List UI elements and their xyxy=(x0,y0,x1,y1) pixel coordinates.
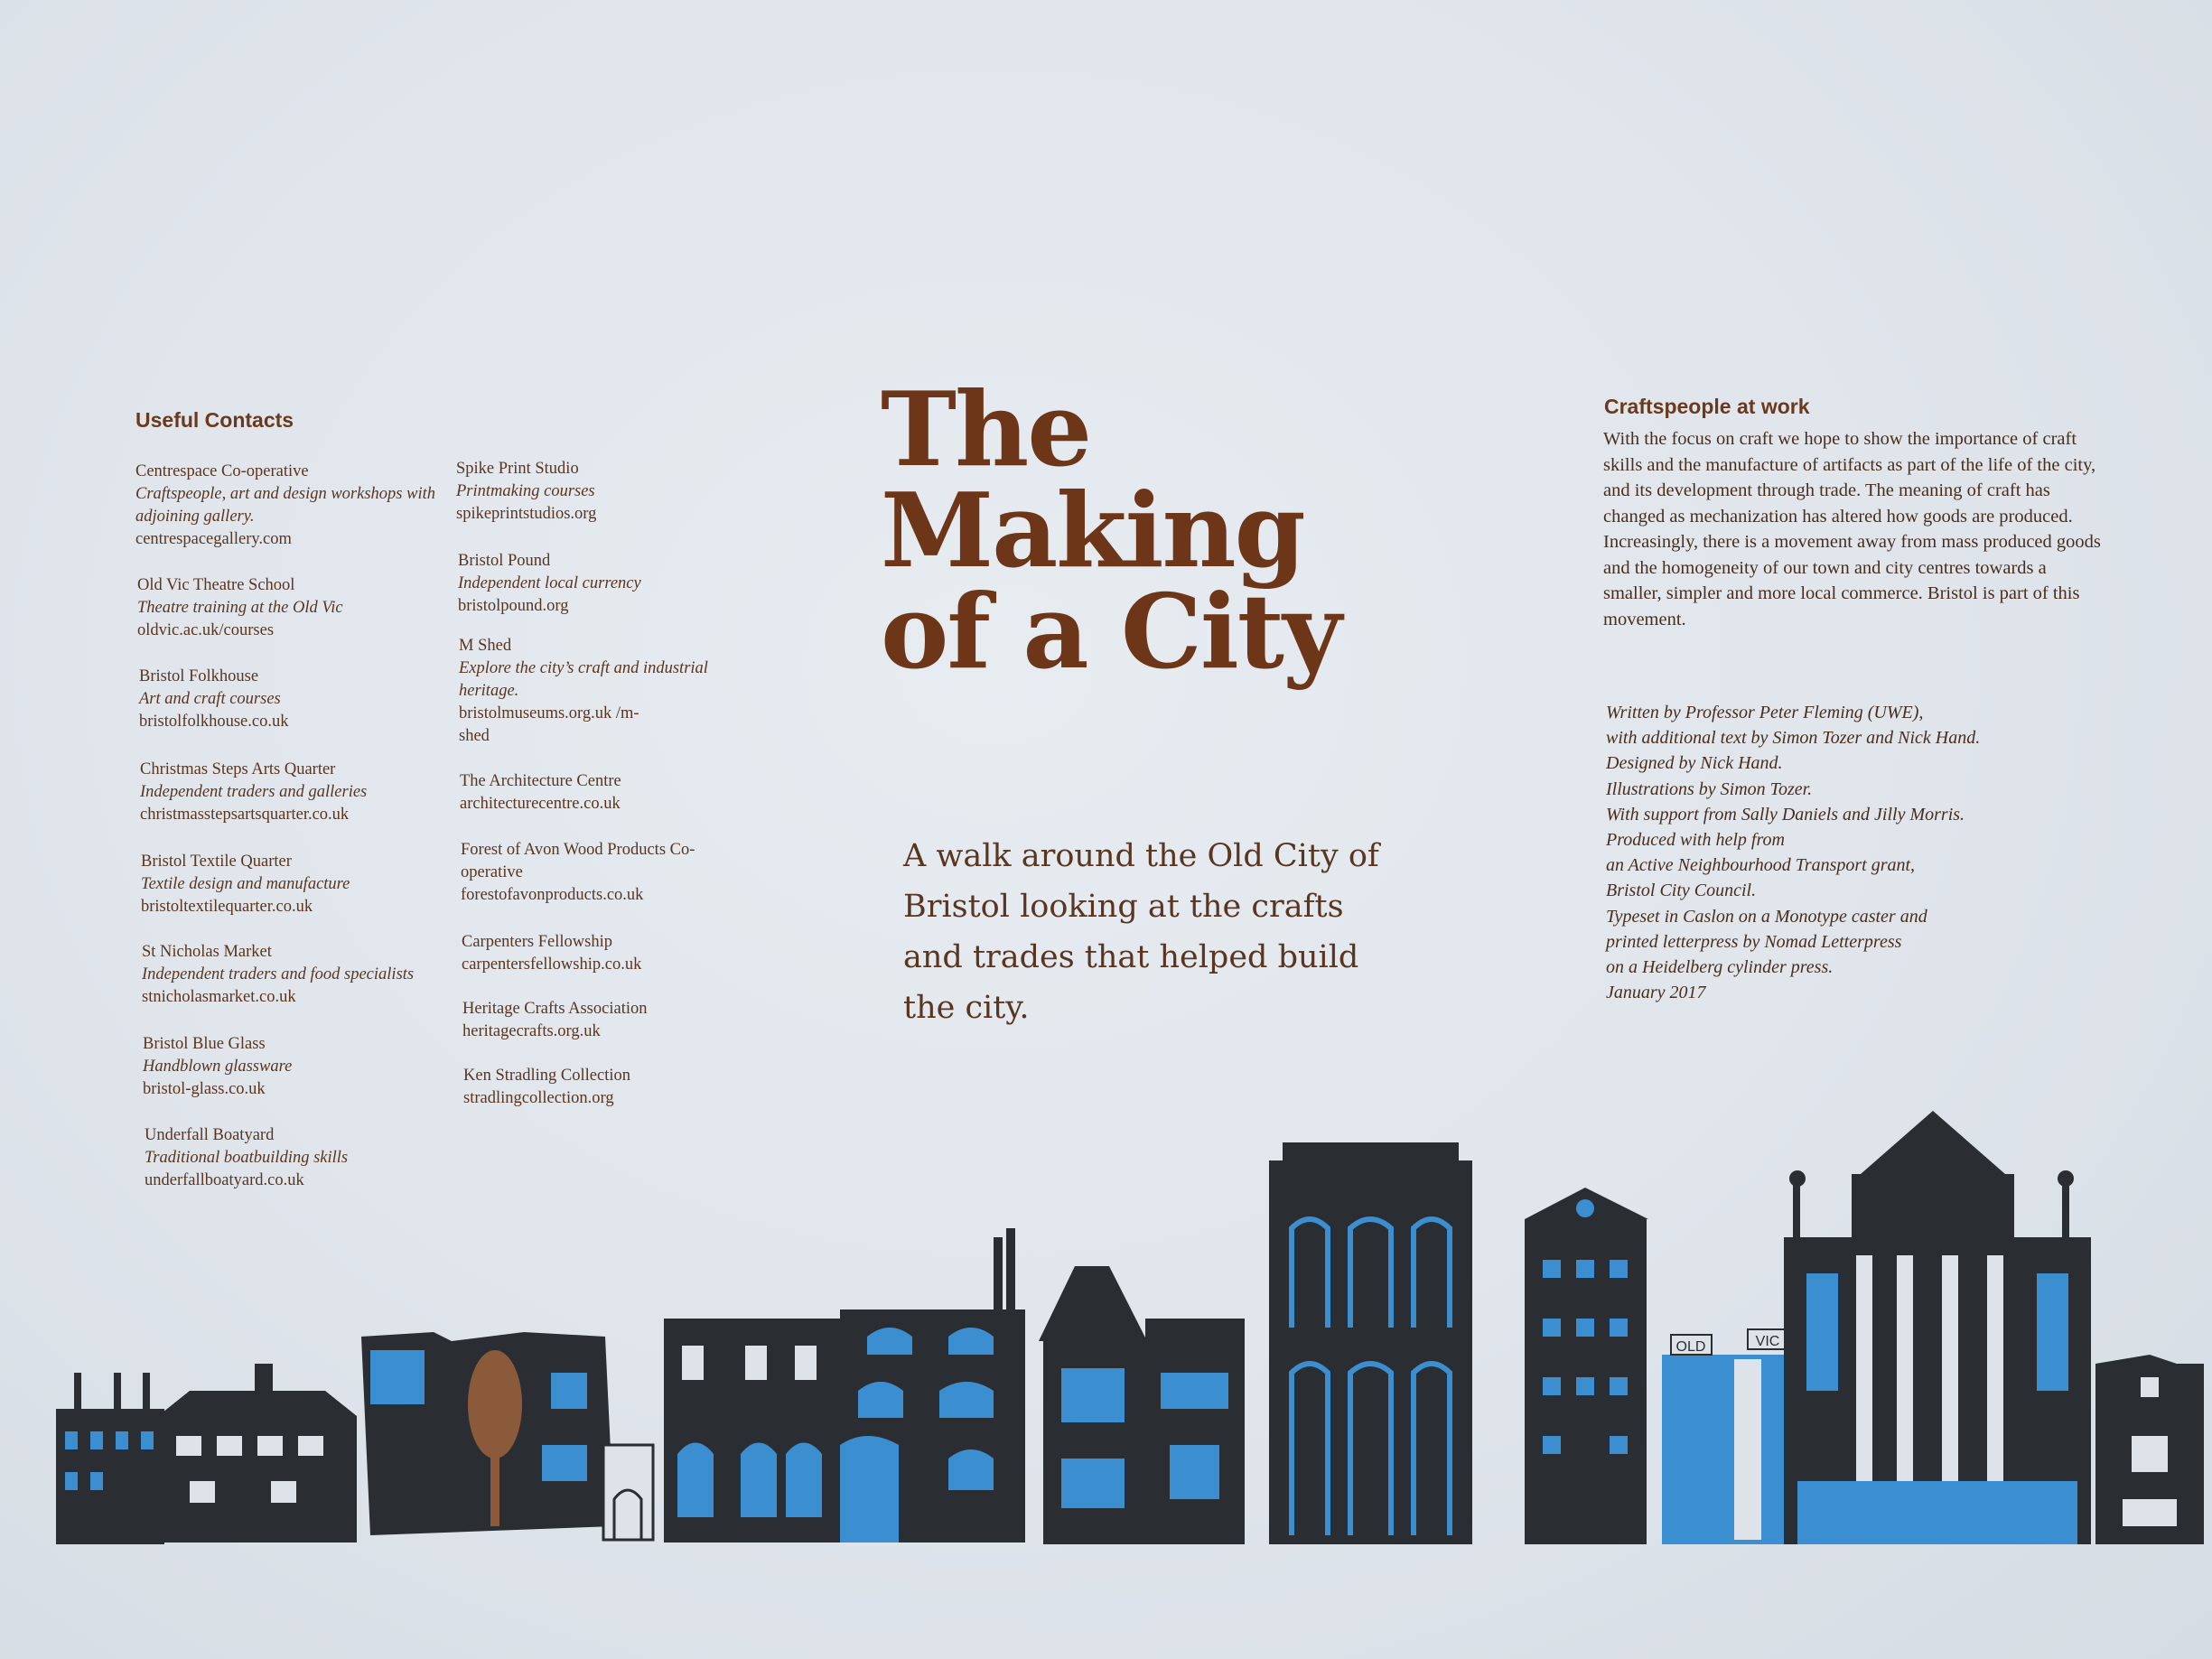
contact-url: bristolpound.org xyxy=(458,597,569,615)
useful-contacts-heading: Useful Contacts xyxy=(135,408,294,432)
contact-description: Independent local currency xyxy=(458,574,641,592)
building-terrace-left xyxy=(56,1373,164,1544)
contact-name: Carpenters Fellowship xyxy=(462,933,612,951)
contact-name: Bristol Textile Quarter xyxy=(141,853,292,871)
craftspeople-body: With the focus on craft we hope to show the importance of craft skills and the manufacture of artifacts as part of the life of the city, and its development through trade. The meaning of craft has changed as mechanization has altered how goods are produced. Increasingly, there is a movement away from mass produced goods and the homogeneity of our town and city centres towards a smaller, simpler and more local commerce. Bristol is part of this movement. xyxy=(1603,429,2101,629)
credit-line: Produced with help from xyxy=(1606,830,1785,851)
contact-name: Centrespace Co-operative xyxy=(135,462,309,480)
building-tall-gothic xyxy=(1269,1142,1472,1544)
contact-url: oldvic.ac.uk/courses xyxy=(137,621,275,639)
credit-line: With support from Sally Daniels and Jilly Morris. xyxy=(1606,804,1965,825)
credit-line: on a Heidelberg cylinder press. xyxy=(1606,957,1834,978)
contact-name: M Shed xyxy=(459,637,512,655)
contact-url: bristoltextilequarter.co.uk xyxy=(141,898,313,916)
contact-url: bristolmuseums.org.uk /m-shed xyxy=(459,704,639,745)
title-line: Making xyxy=(881,471,1304,591)
building-gate-arch xyxy=(603,1445,653,1540)
contact-name: St Nicholas Market xyxy=(142,943,272,961)
craftspeople-heading: Craftspeople at work xyxy=(1604,395,1810,418)
contact-description: Craftspeople, art and design workshops with adjoining gallery. xyxy=(135,485,435,526)
contact-description: Textile design and manufacture xyxy=(141,875,350,893)
contact-name: The Architecture Centre xyxy=(460,772,621,790)
contact-url: architecturecentre.co.uk xyxy=(460,795,621,813)
contact-name: Heritage Crafts Association xyxy=(462,1000,648,1018)
contact-description: Printmaking courses xyxy=(456,482,595,500)
contact-entry xyxy=(137,574,444,642)
building-old-vic xyxy=(1662,1329,1797,1544)
credit-line: with additional text by Simon Tozer and Nick Hand. xyxy=(1606,728,1981,749)
contact-url: bristolfolkhouse.co.uk xyxy=(139,713,289,731)
building-chimney-house xyxy=(840,1228,1025,1542)
contact-name: Bristol Folkhouse xyxy=(139,667,259,685)
contact-entry xyxy=(141,851,448,918)
contact-name: Underfall Boatyard xyxy=(145,1126,275,1144)
credit-line: Bristol City Council. xyxy=(1606,881,1757,901)
contact-name: Bristol Pound xyxy=(458,552,551,570)
contact-url: stnicholasmarket.co.uk xyxy=(142,988,296,1006)
building-georgian xyxy=(664,1319,840,1542)
contact-entry xyxy=(456,458,754,526)
contact-url: christmasstepsartsquarter.co.uk xyxy=(140,806,350,824)
contact-entry xyxy=(459,635,757,748)
contact-description: Independent traders and galleries xyxy=(140,783,368,801)
credit-line: Written by Professor Peter Fleming (UWE), xyxy=(1606,703,1924,722)
contact-entry xyxy=(461,839,732,907)
contact-description: Explore the city’s craft and industrial heritage. xyxy=(459,659,708,700)
building-timber-frame xyxy=(1039,1266,1245,1544)
contact-name: Ken Stradling Collection xyxy=(463,1067,630,1085)
credit-line: an Active Neighbourhood Transport grant, xyxy=(1606,855,1916,876)
building-warehouse xyxy=(1525,1188,1648,1544)
contact-name: Forest of Avon Wood Products Co-operative xyxy=(461,841,695,881)
credit-line: printed letterpress by Nomad Letterpress xyxy=(1606,931,1902,952)
contact-description: Art and craft courses xyxy=(139,690,281,708)
contact-url: carpentersfellowship.co.uk xyxy=(462,955,642,974)
contact-url: bristol-glass.co.uk xyxy=(143,1080,266,1098)
credit-line: January 2017 xyxy=(1606,983,1706,1003)
title-line: of a City xyxy=(881,572,1340,692)
contact-url: centrespacegallery.com xyxy=(135,530,292,548)
contact-entry xyxy=(462,998,761,1043)
building-small-right xyxy=(2095,1355,2204,1544)
credits-block xyxy=(1606,700,2121,1005)
city-skyline-illustration xyxy=(0,1102,2212,1571)
contact-description: Theatre training at the Old Vic xyxy=(137,599,343,617)
title-line: The xyxy=(881,369,1091,489)
contact-name: Christmas Steps Arts Quarter xyxy=(140,760,336,778)
contact-url: heritagecrafts.org.uk xyxy=(462,1022,601,1040)
contact-name: Bristol Blue Glass xyxy=(143,1035,266,1053)
contact-entry xyxy=(462,931,760,976)
credit-line: Designed by Nick Hand. xyxy=(1606,753,1783,774)
contact-entry xyxy=(135,461,443,551)
sign-old: OLD xyxy=(1675,1339,1706,1355)
contact-name: Spike Print Studio xyxy=(456,460,579,478)
building-tree-house xyxy=(361,1332,614,1535)
contact-url: spikeprintstudios.org xyxy=(456,505,597,523)
contact-entry xyxy=(142,941,458,1009)
building-cottage xyxy=(158,1364,357,1542)
contact-description: Traditional boatbuilding skills xyxy=(145,1149,349,1167)
contact-entry xyxy=(458,550,756,618)
contact-entry xyxy=(139,666,446,733)
sign-vic: VIC xyxy=(1755,1334,1780,1349)
contact-entry xyxy=(460,770,758,816)
contact-url: stradlingcollection.org xyxy=(463,1089,614,1107)
building-colonnade xyxy=(1784,1111,2091,1544)
contact-description: Independent traders and food specialists xyxy=(142,965,415,983)
contact-url: underfallboatyard.co.uk xyxy=(145,1171,304,1189)
page-title xyxy=(881,369,1386,692)
contact-url: forestofavonproducts.co.uk xyxy=(461,886,644,904)
subtitle: A walk around the Old City of Bristol looking at the crafts and trades that helped build the city. xyxy=(903,838,1379,1026)
contact-entry xyxy=(140,759,447,826)
credit-line: Typeset in Caslon on a Monotype caster and xyxy=(1606,906,1927,927)
credit-line: Illustrations by Simon Tozer. xyxy=(1606,778,1813,799)
contact-name: Old Vic Theatre School xyxy=(137,576,295,594)
contact-description: Handblown glassware xyxy=(143,1058,293,1076)
contact-entry xyxy=(143,1033,450,1101)
